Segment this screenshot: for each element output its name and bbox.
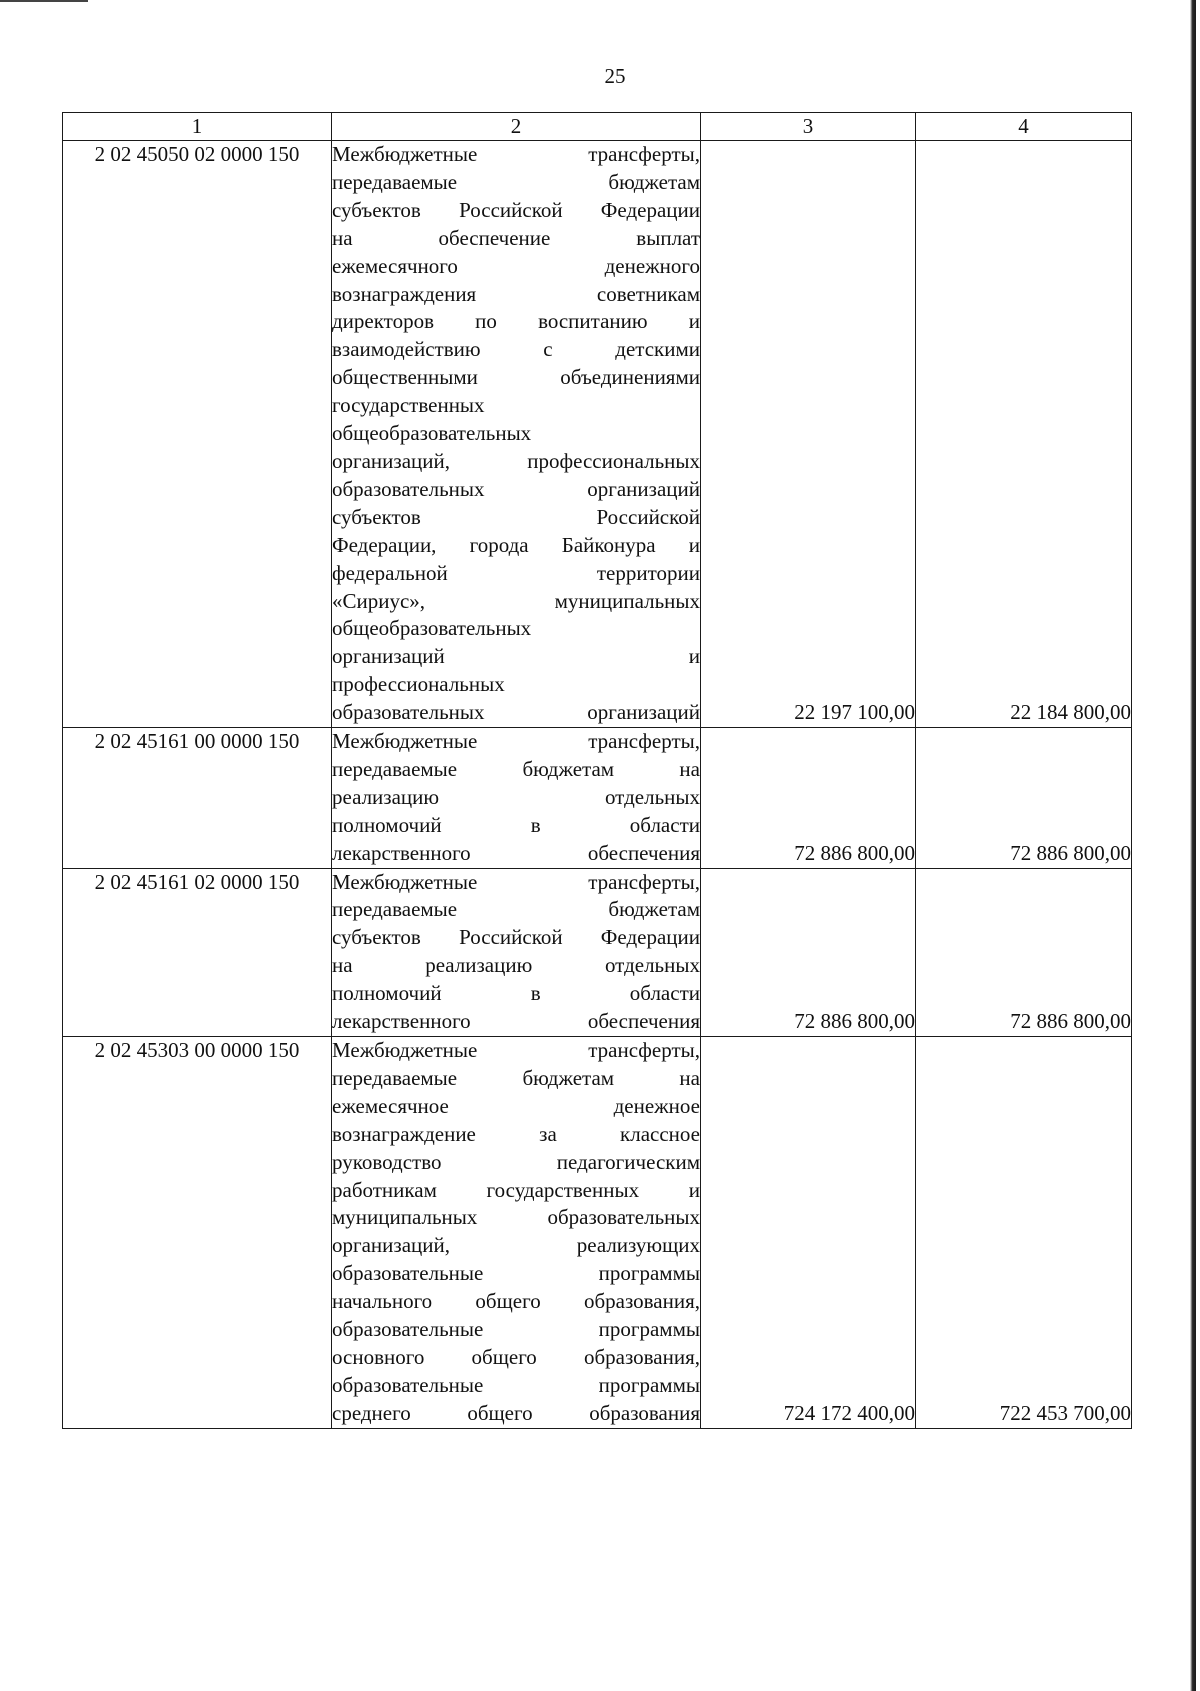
description-line: федеральной территории bbox=[332, 560, 700, 585]
table-body bbox=[63, 141, 1132, 1429]
column-number-row bbox=[63, 113, 1132, 141]
table-row bbox=[63, 868, 1132, 1036]
description-line: взаимодействию с детскими bbox=[332, 337, 700, 362]
description-line: передаваемые бюджетам bbox=[332, 169, 700, 194]
description-line: ежемесячное денежное bbox=[332, 1093, 700, 1118]
page-number: 25 bbox=[604, 64, 626, 88]
amount-column-3: 72 886 800,00 bbox=[701, 728, 916, 869]
description-line: среднего общего образования bbox=[332, 1400, 700, 1425]
description-line: муниципальных образовательных bbox=[332, 1205, 700, 1230]
description-line: начального общего образования, bbox=[332, 1289, 700, 1314]
description-line: организаций и bbox=[332, 644, 700, 669]
description-line: субъектов Российской bbox=[332, 504, 700, 529]
description-line: Межбюджетные трансферты, bbox=[332, 142, 700, 166]
description-line: общеобразовательных bbox=[332, 421, 532, 446]
description-line: государственных bbox=[332, 393, 485, 418]
amount-column-4: 72 886 800,00 bbox=[916, 728, 1132, 869]
description-line: на реализацию отдельных bbox=[332, 953, 700, 978]
row-description bbox=[332, 1037, 701, 1429]
description-line: профессиональных bbox=[332, 672, 505, 697]
description-line: Межбюджетные трансферты, bbox=[332, 1038, 700, 1062]
amount-column-4: 722 453 700,00 bbox=[916, 1037, 1132, 1429]
description-line: передаваемые бюджетам на bbox=[332, 1065, 700, 1090]
column-number-4: 4 bbox=[916, 113, 1132, 141]
description-line: организаций, реализующих bbox=[332, 1233, 700, 1258]
table-row bbox=[63, 728, 1132, 869]
column-number-3: 3 bbox=[701, 113, 916, 141]
description-line: образовательные программы bbox=[332, 1261, 700, 1286]
description-line: на обеспечение выплат bbox=[332, 225, 700, 250]
description-line: образовательных организаций bbox=[332, 700, 700, 725]
description-line: вознаграждение за классное bbox=[332, 1121, 700, 1146]
scan-artifact-top bbox=[0, 0, 88, 2]
scan-edge-right bbox=[1190, 0, 1196, 1691]
column-number-1: 1 bbox=[63, 113, 332, 141]
description-line: Межбюджетные трансферты, bbox=[332, 729, 700, 754]
amount-column-3: 72 886 800,00 bbox=[701, 868, 916, 1036]
amount-column-4: 72 886 800,00 bbox=[916, 868, 1132, 1036]
row-description bbox=[332, 868, 701, 1036]
description-line: полномочий в области bbox=[332, 981, 700, 1006]
description-line: передаваемые бюджетам на bbox=[332, 756, 700, 781]
row-description bbox=[332, 141, 701, 728]
amount-column-3: 22 197 100,00 bbox=[701, 141, 916, 728]
budget-table bbox=[62, 112, 1132, 1429]
budget-code: 2 02 45050 02 0000 150 bbox=[63, 141, 332, 728]
table-row bbox=[63, 141, 1132, 728]
row-description bbox=[332, 728, 701, 869]
budget-code: 2 02 45303 00 0000 150 bbox=[63, 1037, 332, 1429]
description-line: Федерации, города Байконура и bbox=[332, 532, 700, 557]
description-line: общеобразовательных bbox=[332, 616, 532, 641]
column-number-2: 2 bbox=[332, 113, 701, 141]
description-line: «Сириус», муниципальных bbox=[332, 588, 700, 613]
description-line: образовательные программы bbox=[332, 1317, 700, 1342]
description-line: руководство педагогическим bbox=[332, 1149, 700, 1174]
description-line: образовательные программы bbox=[332, 1372, 700, 1397]
description-line: образовательных организаций bbox=[332, 476, 700, 501]
description-line: передаваемые бюджетам bbox=[332, 897, 700, 922]
description-line: субъектов Российской Федерации bbox=[332, 197, 700, 222]
budget-code: 2 02 45161 00 0000 150 bbox=[63, 728, 332, 869]
table-row bbox=[63, 1037, 1132, 1429]
description-line: реализацию отдельных bbox=[332, 784, 700, 809]
description-line: основного общего образования, bbox=[332, 1344, 700, 1369]
budget-code: 2 02 45161 02 0000 150 bbox=[63, 868, 332, 1036]
description-line: вознаграждения советникам bbox=[332, 281, 700, 306]
description-line: Межбюджетные трансферты, bbox=[332, 869, 700, 894]
description-line: субъектов Российской Федерации bbox=[332, 925, 700, 950]
description-line: ежемесячного денежного bbox=[332, 253, 700, 278]
amount-column-3: 724 172 400,00 bbox=[701, 1037, 916, 1429]
amount-column-4: 22 184 800,00 bbox=[916, 141, 1132, 728]
description-line: лекарственного обеспечения bbox=[332, 840, 700, 865]
description-line: организаций, профессиональных bbox=[332, 448, 700, 473]
description-line: лекарственного обеспечения bbox=[332, 1009, 700, 1034]
description-line: директоров по воспитанию и bbox=[332, 309, 700, 334]
description-line: общественными объединениями bbox=[332, 365, 700, 390]
description-line: работникам государственных и bbox=[332, 1177, 700, 1202]
description-line: полномочий в области bbox=[332, 812, 700, 837]
